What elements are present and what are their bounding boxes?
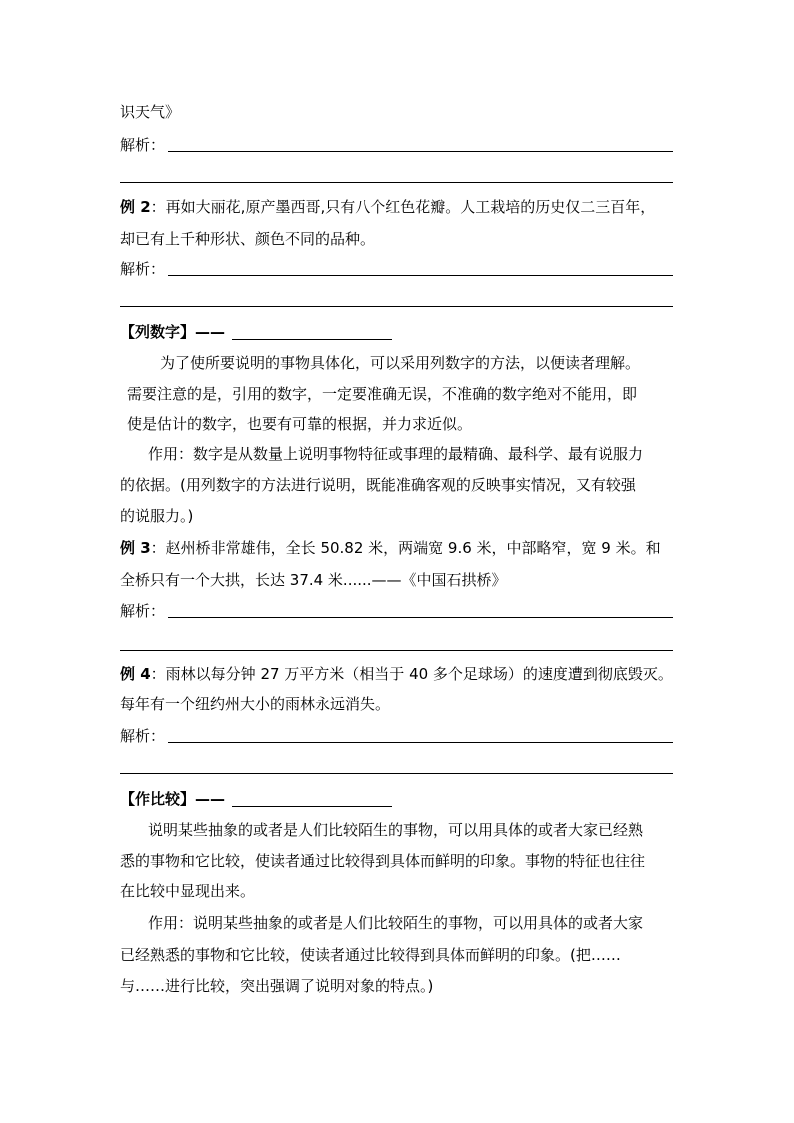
section-title-comparison: 【作比较】—— xyxy=(120,790,226,808)
analysis-label: 解析： xyxy=(120,260,166,278)
paragraph-line: 在比较中显现出来。 xyxy=(120,882,256,900)
function-line: 与……进行比较，突出强调了说明对象的特点。) xyxy=(120,977,434,995)
function-line: 的依据。(用列数字的方法进行说明，既能准确客观的反映事实情况，又有较强 xyxy=(120,476,636,494)
answer-line[interactable] xyxy=(168,275,673,276)
paragraph-line: 使是估计的数字，也要有可靠的根据，并力求近似。 xyxy=(127,415,473,433)
example-3-line-1 xyxy=(120,538,661,558)
answer-line[interactable] xyxy=(168,742,673,743)
example-3-text: ：赵州桥非常雄伟，全长 50.82 米，两端宽 9.6 米，中部略窄，宽 9 米。和 xyxy=(150,539,661,557)
example-2-line-1 xyxy=(120,197,655,217)
answer-line[interactable] xyxy=(120,650,673,651)
example-2-line-2: 却已有上千种形状、颜色不同的品种。 xyxy=(120,230,376,248)
example-4-line-2: 每年有一个纽约州大小的雨林永远消失。 xyxy=(120,695,391,713)
section-title-list-numbers: 【列数字】—— xyxy=(120,323,226,341)
analysis-label: 解析： xyxy=(120,136,166,154)
paragraph-line: 为了使所要说明的事物具体化，可以采用列数字的方法，以便读者理解。 xyxy=(160,354,641,372)
answer-line[interactable] xyxy=(168,617,673,618)
paragraph-line: 需要注意的是，引用的数字，一定要准确无误，不准确的数字绝对不能用，即 xyxy=(127,385,638,403)
paragraph-line: 说明某些抽象的或者是人们比较陌生的事物，可以用具体的或者大家已经熟 xyxy=(148,821,644,839)
function-line: 的说服力。) xyxy=(120,507,194,525)
fill-blank-line[interactable] xyxy=(232,806,392,807)
answer-line[interactable] xyxy=(168,151,673,152)
example-4-line-1 xyxy=(120,664,673,684)
function-line: 已经熟悉的事物和它比较，使读者通过比较得到具体而鲜明的印象。(把…… xyxy=(120,946,621,964)
answer-line[interactable] xyxy=(120,182,673,183)
example-4-text: ：雨林以每分钟 27 万平方米（相当于 40 多个足球场）的速度遭到彻底毁灭。 xyxy=(150,665,673,683)
analysis-label: 解析： xyxy=(120,727,166,745)
example-2-text: ：再如大丽花,原产墨西哥,只有八个红色花瓣。人工栽培的历史仅二三百年， xyxy=(150,198,656,216)
example-2-label: 例 2 xyxy=(120,198,151,216)
paragraph-line: 悉的事物和它比较，使读者通过比较得到具体而鲜明的印象。事物的特征也往往 xyxy=(120,852,646,870)
example-3-line-2: 全桥只有一个大拱，长达 37.4 米......——《中国石拱桥》 xyxy=(120,571,507,589)
example-3-label: 例 3 xyxy=(120,539,151,557)
analysis-label: 解析： xyxy=(120,602,166,620)
example-4-label: 例 4 xyxy=(120,665,151,683)
function-line: 作用：说明某些抽象的或者是人们比较陌生的事物，可以用具体的或者大家 xyxy=(148,914,644,932)
text-line: 识天气》 xyxy=(120,103,181,121)
answer-line[interactable] xyxy=(120,773,673,774)
answer-line[interactable] xyxy=(120,306,673,307)
fill-blank-line[interactable] xyxy=(232,339,392,340)
function-line: 作用：数字是从数量上说明事物特征或事理的最精确、最科学、最有说服力 xyxy=(148,445,644,463)
